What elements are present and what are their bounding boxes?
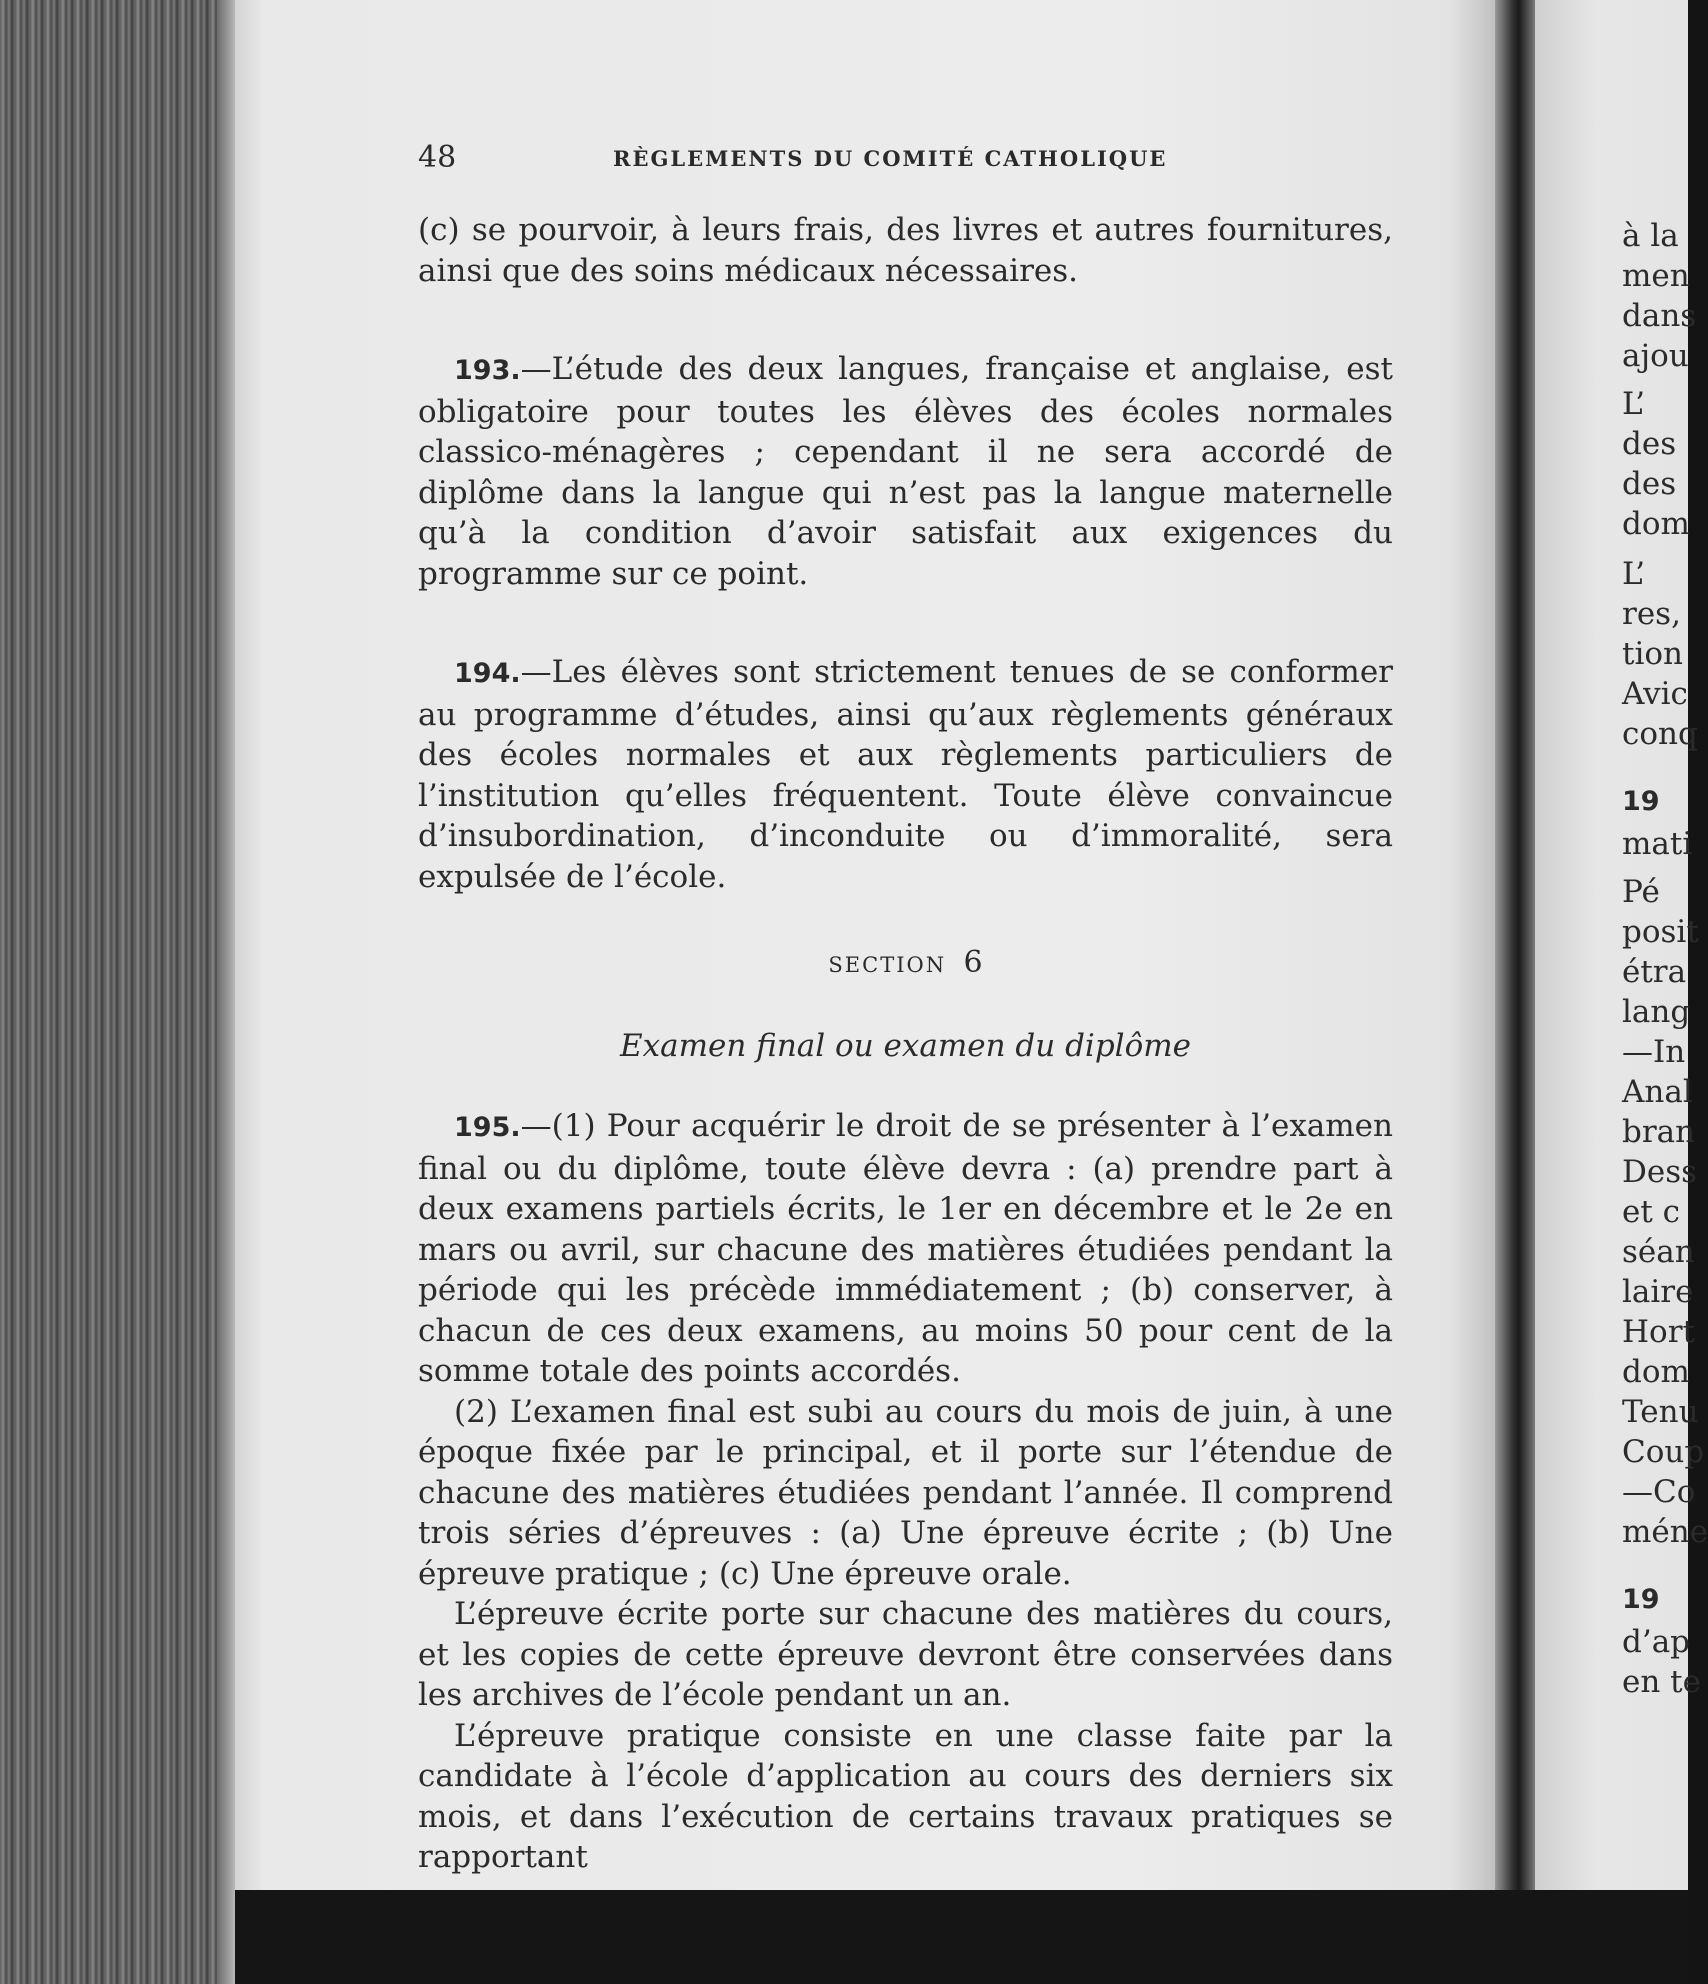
right-page-fragment: 19 xyxy=(1622,1584,1660,1615)
right-page-fragment: bran xyxy=(1622,1114,1696,1150)
book-gutter xyxy=(1495,0,1535,1984)
right-page-fragment: Anal xyxy=(1622,1074,1693,1110)
right-page-fragment: et c xyxy=(1622,1194,1681,1230)
right-page-text-fragments xyxy=(1622,0,1708,1890)
right-page-fragment: étra xyxy=(1622,954,1687,990)
right-page-fragment: res, xyxy=(1622,596,1681,632)
right-page-fragment: Dess xyxy=(1622,1154,1698,1190)
right-page-fragment: men xyxy=(1622,258,1690,294)
right-page-fragment: laire xyxy=(1622,1274,1694,1310)
page-body xyxy=(418,210,1393,1878)
right-page-fragment: dom xyxy=(1622,506,1690,542)
right-page-fragment: séan xyxy=(1622,1234,1695,1270)
paragraph-c: (c) se pourvoir, à leurs frais, des livres et autres fournitures, ainsi que des soins médicaux nécessaires. xyxy=(418,212,1393,289)
right-page-fragment: des xyxy=(1622,466,1677,502)
running-title: RÈGLEMENTS DU COMITÉ CATHOLIQUE xyxy=(613,146,1168,171)
right-page-fragment: 19 xyxy=(1622,786,1660,817)
section-label: SECTION xyxy=(828,953,947,977)
right-page-fragment: Hort xyxy=(1622,1314,1695,1350)
right-page-fragment: dans xyxy=(1622,298,1697,334)
section-title: Examen final ou examen du diplôme xyxy=(620,1027,1191,1064)
right-page-fragment: —In xyxy=(1622,1034,1686,1070)
article-number: 195. xyxy=(454,1112,521,1143)
right-page-fragment: —Co xyxy=(1622,1474,1696,1510)
article-193 xyxy=(418,349,1393,594)
right-page-fragment: ajou xyxy=(1622,338,1689,374)
right-page-fragment: d’ap xyxy=(1622,1624,1691,1660)
scan-bottom-border xyxy=(235,1890,1688,1984)
right-page-fragment: dom xyxy=(1622,1354,1690,1390)
right-page-fragment: posit xyxy=(1622,914,1699,950)
right-page-fragment: conq xyxy=(1622,716,1698,752)
book-page-edges xyxy=(0,0,235,1984)
right-page-fragment: lang xyxy=(1622,994,1691,1030)
article-text: —Les élèves sont strictement tenues de se conformer au programme d’études, ainsi qu’aux règlements généraux des écoles normales et aux règlements particuliers de l’institution qu’elles fréquentent. Toute élève convaincue d’insubordination, d’inconduite ou d’immoralité, sera expulsée de l’école. xyxy=(418,654,1393,895)
article-195-part-4: L’épreuve pratique consiste en une classe faite par la candidate à l’école d’application au cours des derniers six mois, et dans l’exécution de certains travaux pratiques se rapportant xyxy=(418,1717,1393,1875)
right-page-fragment: Avic xyxy=(1622,676,1688,712)
article-number: 193. xyxy=(454,355,521,386)
article-195-part-3: L’épreuve écrite porte sur chacune des matières du cours, et les copies de cette épreuve devront être conservées dans les archives de l’école pendant un an. xyxy=(418,1596,1393,1713)
right-page-fragment: L’ xyxy=(1622,556,1646,592)
right-page-fragment: tion xyxy=(1622,636,1684,672)
article-text: —L’étude des deux langues, française et anglaise, est obligatoire pour toutes les élèves des écoles normales classico-ménagères ; cependant il ne sera accordé de diplôme dans la langue qui n’est pas la langue maternelle qu’à la condition d’avoir satisfait aux exigences du programme sur ce point. xyxy=(418,351,1393,592)
right-page-fragment: méne xyxy=(1622,1514,1708,1550)
article-195-part-2: (2) L’examen final est subi au cours du mois de juin, à une époque fixée par le principal, et il porte sur l’étendue de chacune des matières étudiées pendant l’année. Il comprend trois séries d’épreuves : (a) Une épreuve écrite ; (b) Une épreuve pratique ; (c) Une épreuve orale. xyxy=(418,1393,1393,1592)
right-page-fragment: mati xyxy=(1622,826,1693,862)
article-194 xyxy=(418,652,1393,897)
right-page-fragment: L’ xyxy=(1622,386,1646,422)
right-page-fragment: en te xyxy=(1622,1664,1701,1700)
right-page-fragment: des xyxy=(1622,426,1677,462)
right-page-fragment: Coup xyxy=(1622,1434,1705,1470)
page-number: 48 xyxy=(418,140,457,175)
right-page-fragment: Tenu xyxy=(1622,1394,1699,1430)
section-heading xyxy=(418,943,1393,986)
page-header xyxy=(418,140,1393,180)
right-page-fragment: Pé xyxy=(1622,874,1660,910)
section-number: 6 xyxy=(963,945,983,980)
article-text: —(1) Pour acquérir le droit de se présenter à l’examen final ou du diplôme, toute élève devra : (a) prendre part à deux examens partiels écrits, le 1er en décembre et le 2e en mars ou avril, sur chacune des matières étudiées pendant la période qui les précède immédiatement ; (b) conserver, à chacun de ces deux examens, au moins 50 pour cent de la somme totale des points accordés. xyxy=(418,1108,1393,1389)
article-195-part-1 xyxy=(418,1106,1393,1392)
article-number: 194. xyxy=(454,658,521,689)
right-page-fragment: à la xyxy=(1622,218,1679,254)
